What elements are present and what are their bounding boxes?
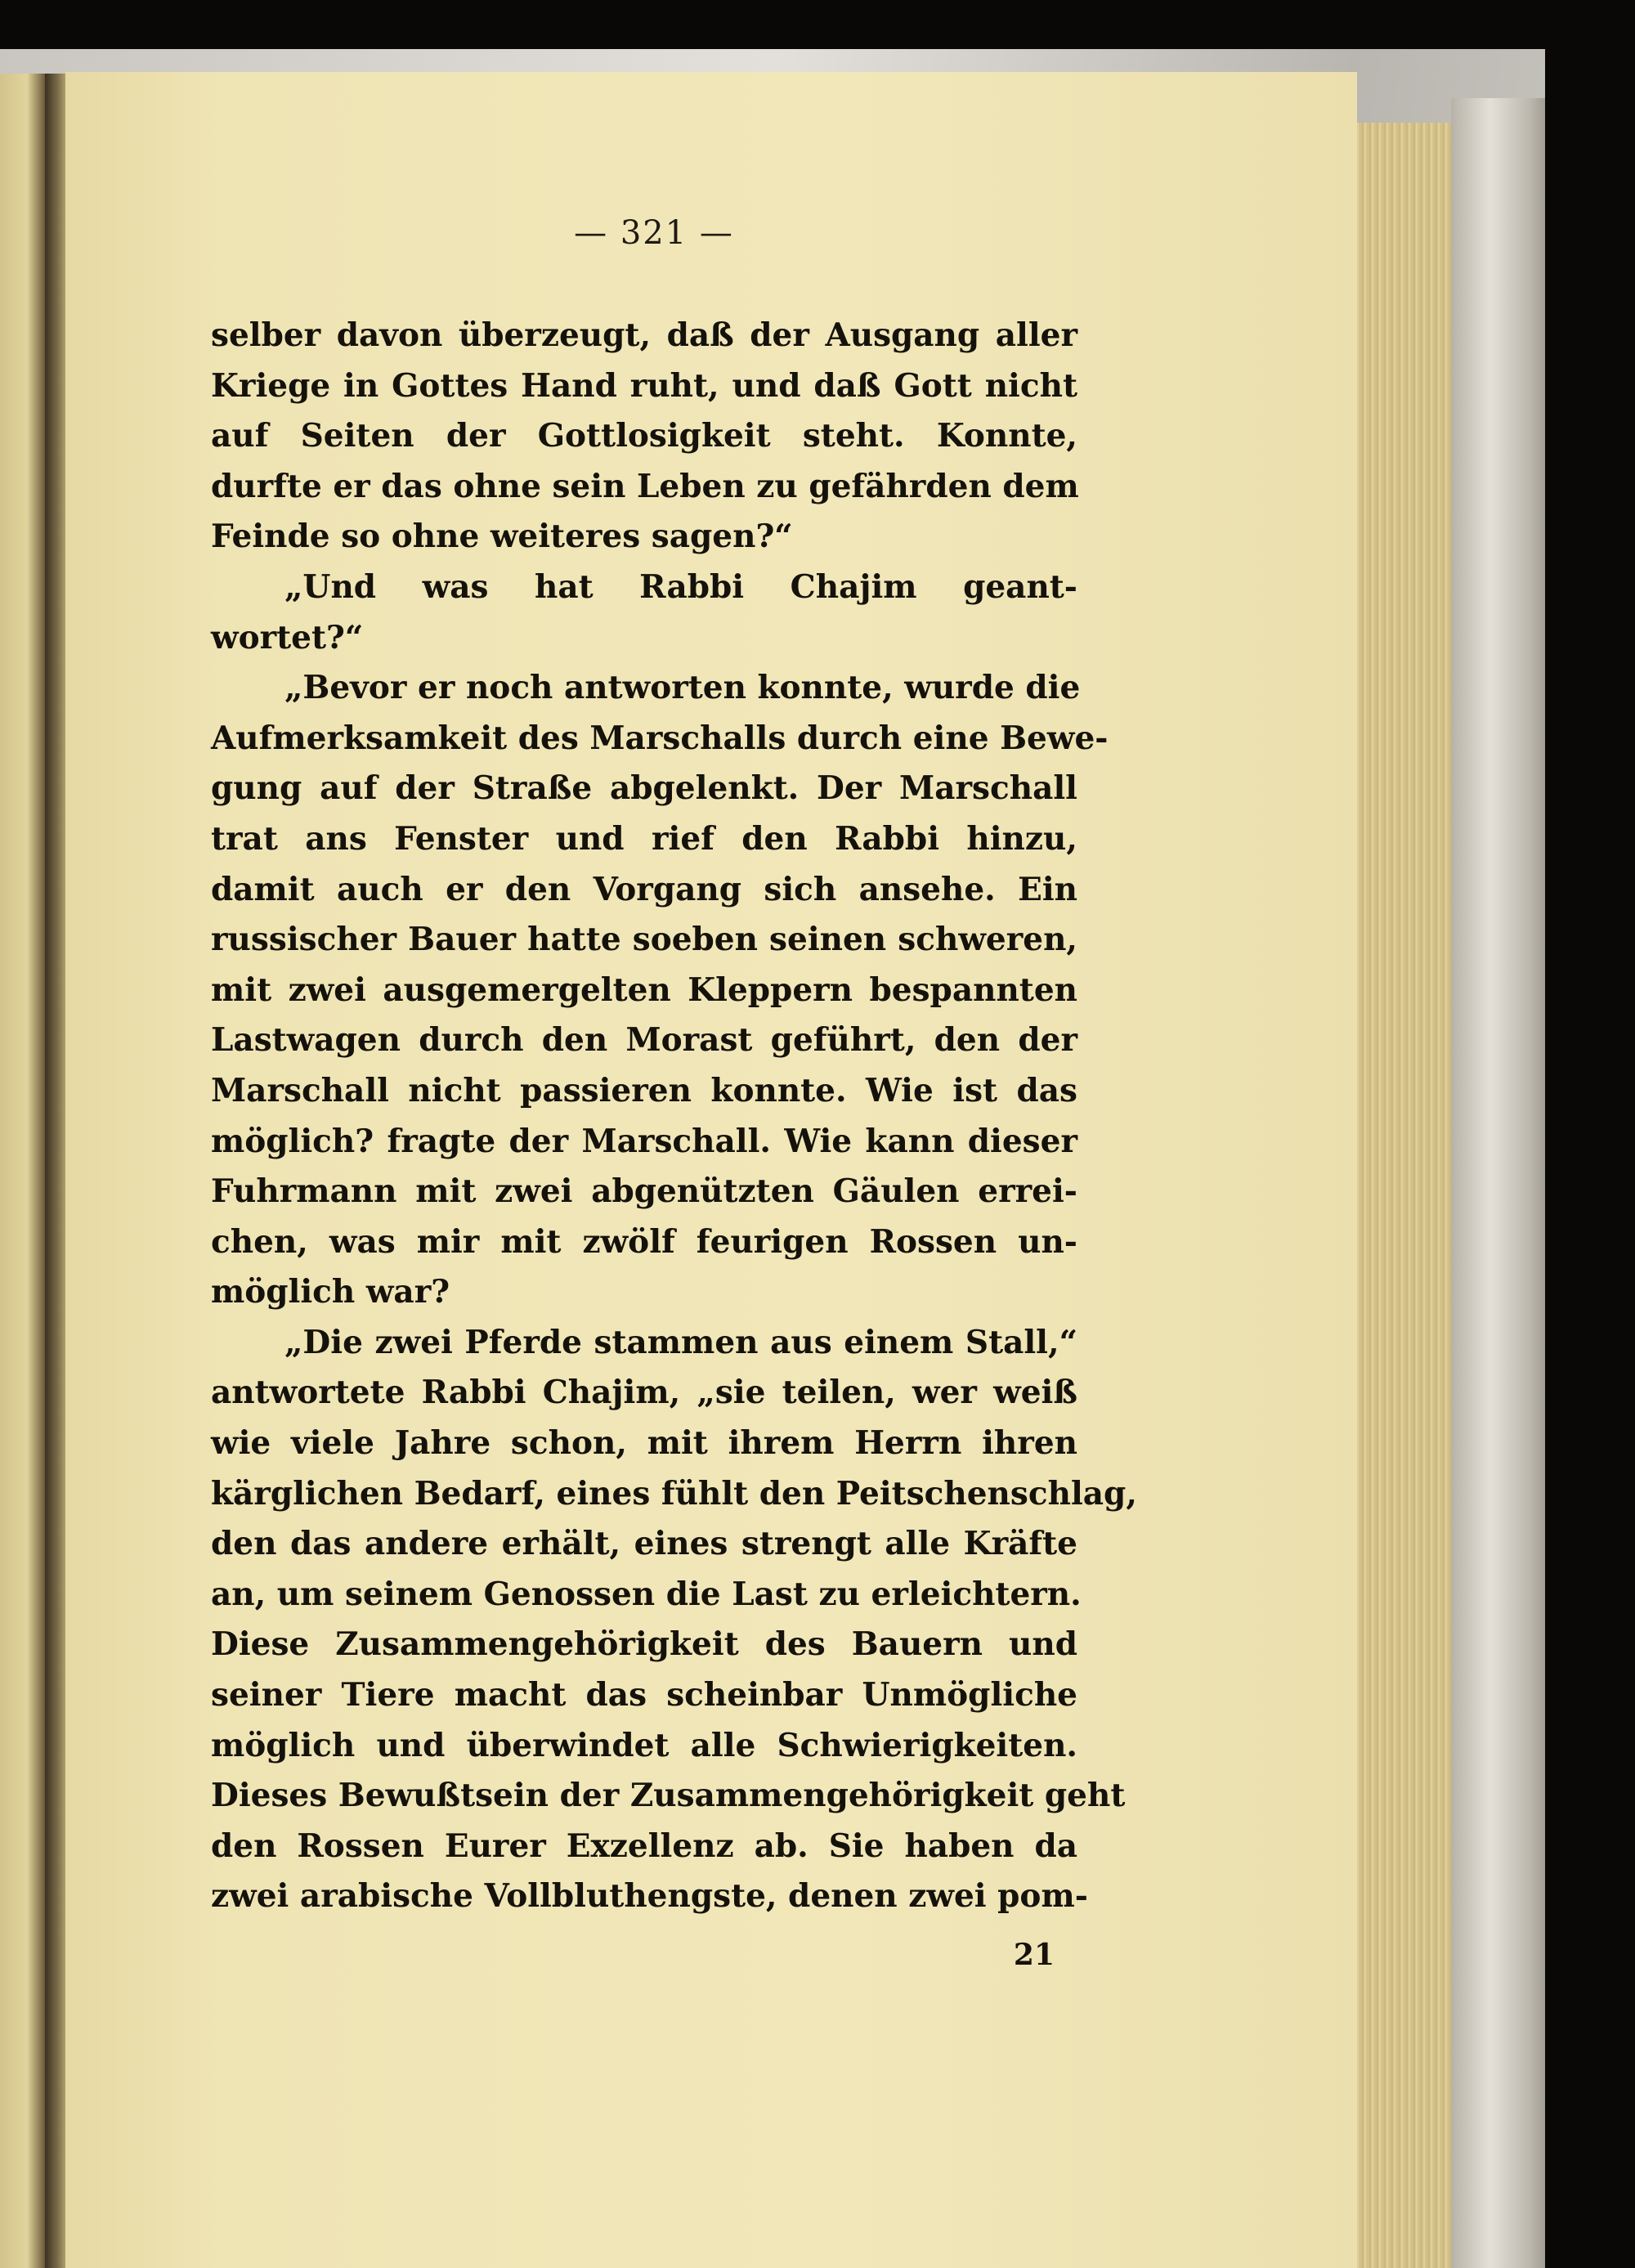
- text-line: „Und was hat Rabbi Chajim geant-: [284, 567, 1077, 606]
- text-line: antwortete Rabbi Chajim, „sie teilen, wer weiß: [211, 1374, 1077, 1412]
- text-line: möglich und überwindet alle Schwierigkeiten.: [211, 1726, 1077, 1764]
- text-line: zwei arabische Vollbluthengste, denen zwei pom-: [211, 1877, 1088, 1916]
- text-line: wortet?“: [211, 618, 364, 657]
- text-line: selber davon überzeugt, daß der Ausgang aller: [211, 316, 1077, 354]
- text-line: seiner Tiere macht das scheinbar Unmögliche: [211, 1676, 1077, 1714]
- text-line: Fuhrmann mit zwei abgenützten Gäulen errei-: [211, 1172, 1077, 1211]
- text-line: Feinde so ohne weiteres sagen?“: [211, 518, 793, 556]
- text-line: durfte er das ohne sein Leben zu gefährden dem: [211, 467, 1079, 505]
- text-line: „Die zwei Pferde stammen aus einem Stall,“: [284, 1323, 1077, 1361]
- text-line: „Bevor er noch antworten konnte, wurde die: [284, 669, 1081, 707]
- text-line: den Rossen Eurer Exzellenz ab. Sie haben da: [211, 1827, 1077, 1865]
- text-line: mit zwei ausgemergelten Kleppern bespannten: [211, 970, 1077, 1009]
- text-line: wie viele Jahre schon, mit ihrem Herrn ihren: [211, 1424, 1077, 1463]
- text-line: Diese Zusammengehörigkeit des Bauern und: [211, 1625, 1077, 1664]
- text-line: Lastwagen durch den Morast geführt, den der: [211, 1021, 1077, 1060]
- text-line: Kriege in Gottes Hand ruht, und daß Gott nicht: [211, 366, 1077, 405]
- text-line: damit auch er den Vorgang sich ansehe. Ein: [211, 870, 1077, 908]
- signature-mark: 21: [1013, 1938, 1055, 1972]
- text-line: möglich war?: [211, 1273, 450, 1311]
- text-line: an, um seinem Genossen die Last zu erleichtern.: [211, 1575, 1082, 1613]
- text-line: den das andere erhält, eines strengt alle Kräfte: [211, 1525, 1077, 1563]
- text-line: möglich? fragte der Marschall. Wie kann dieser: [211, 1122, 1077, 1160]
- scan-background-top: [0, 0, 1545, 49]
- text-line: Dieses Bewußtsein der Zusammengehörigkeit geht: [211, 1777, 1126, 1815]
- text-line: trat ans Fenster und rief den Rabbi hinzu,: [211, 819, 1077, 858]
- text-line: Aufmerksamkeit des Marschalls durch eine Bewe-: [211, 719, 1109, 757]
- text-line: auf Seiten der Gottlosigkeit steht. Konnte,: [211, 417, 1077, 455]
- text-line: Marschall nicht passieren konnte. Wie ist das: [211, 1071, 1077, 1109]
- body-text: [211, 311, 1137, 1922]
- scan-background-right: [1545, 0, 1635, 2268]
- left-page-edge: [0, 74, 45, 2268]
- page-header-number: — 321 —: [574, 214, 734, 252]
- back-cover-board: [1451, 98, 1549, 2268]
- page-stack-edge: [1353, 123, 1451, 2268]
- text-line: russischer Bauer hatte soeben seinen schweren,: [211, 921, 1077, 959]
- text-line: chen, was mir mit zwölf feurigen Rossen un-: [211, 1222, 1077, 1261]
- text-line: gung auf der Straße abgelenkt. Der Marschall: [211, 769, 1077, 808]
- text-line: kärglichen Bedarf, eines fühlt den Peitschenschlag,: [211, 1474, 1137, 1513]
